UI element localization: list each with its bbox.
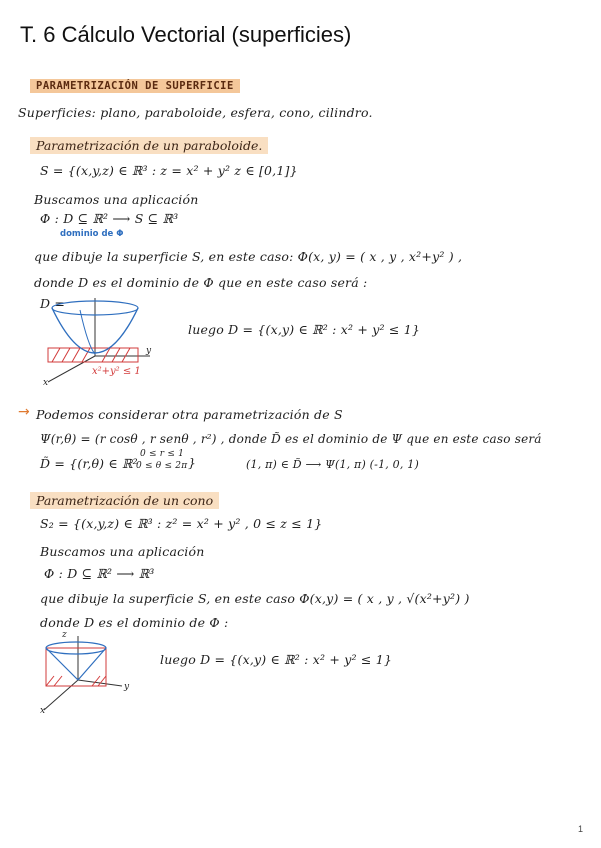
- paraboloid-meridian: [80, 310, 95, 354]
- donde-text: donde D es el dominio de Φ que en este caso será :: [34, 275, 368, 290]
- axis-x-label: x: [43, 378, 49, 388]
- example-point: (1, π) ∈ D̃ ⟶ Ψ(1, π) (-1, 0, 1): [246, 458, 419, 471]
- buscamos-text: Buscamos una aplicación: [34, 192, 199, 207]
- cone-sketch: [40, 636, 140, 716]
- cone-axis-y-label: y: [124, 682, 130, 692]
- podemos-text: Podemos considerar otra parametrización de S: [36, 407, 343, 422]
- surfaces-list: Superficies: plano, paraboloide, esfera, cono, cilindro.: [18, 105, 373, 120]
- describe-text-2: que dibuje la superficie S, en este caso Φ(x,y) = ( x , y , √(x²+y²) ): [40, 591, 470, 606]
- cone-axes: [44, 636, 122, 710]
- disk-hatch: [48, 348, 138, 362]
- section-heading-cono: Parametrización de un cono: [30, 492, 219, 509]
- luego-domain: luego D = {(x,y) ∈ ℝ² : x² + y² ≤ 1}: [188, 322, 421, 337]
- luego-domain-2: luego D = {(x,y) ∈ ℝ² : x² + y² ≤ 1}: [160, 652, 393, 667]
- page-number: 1: [577, 824, 583, 834]
- condition-r: 0 ≤ r ≤ 1: [140, 449, 185, 459]
- s2-definition: S₂ = {(x,y,z) ∈ ℝ³ : z² = x² + y² , 0 ≤ z ≤ 1}: [40, 516, 323, 531]
- map-definition: Φ : D ⊆ ℝ² ⟶ S ⊆ ℝ³: [40, 211, 179, 226]
- d-label: D =: [40, 296, 66, 311]
- buscamos-text-2: Buscamos una aplicación: [40, 544, 205, 559]
- psi-definition: Ψ(r,θ) = (r cosθ , r senθ , r²) , donde D̃ es el dominio de Ψ que en este caso será: [40, 432, 542, 446]
- describe-text: que dibuje la superficie S, en este caso: Φ(x, y) = ( x , y , x²+y² ) ,: [34, 249, 463, 264]
- cone-axis-x-label: x: [40, 706, 46, 716]
- disk-label: x²+y² ≤ 1: [92, 366, 141, 377]
- map-definition-2: Φ : D ⊆ ℝ² ⟶ ℝ³: [44, 566, 155, 581]
- section-heading-paraboloide: Parametrización de un paraboloide.: [30, 137, 268, 154]
- cone-axis-z-label: z: [62, 630, 67, 640]
- axis-y-label: y: [146, 346, 152, 356]
- condition-theta: 0 ≤ θ ≤ 2π: [136, 461, 188, 471]
- donde-text-2: donde D es el dominio de Φ :: [40, 615, 229, 630]
- arrow-icon: →: [18, 404, 30, 420]
- s-definition: S = {(x,y,z) ∈ ℝ³ : z = x² + y² z ∈ [0,1]}: [40, 163, 298, 178]
- brace-close: }: [188, 455, 197, 470]
- page-title: T. 6 Cálculo Vectorial (superficies): [20, 22, 352, 47]
- dominio-label: dominio de Φ: [60, 229, 124, 239]
- d-tilde-set: D̃ = {(r,θ) ∈ ℝ²: [40, 456, 138, 471]
- section-heading-parametrizacion: PARAMETRIZACIÓN DE SUPERFICIE: [30, 79, 240, 93]
